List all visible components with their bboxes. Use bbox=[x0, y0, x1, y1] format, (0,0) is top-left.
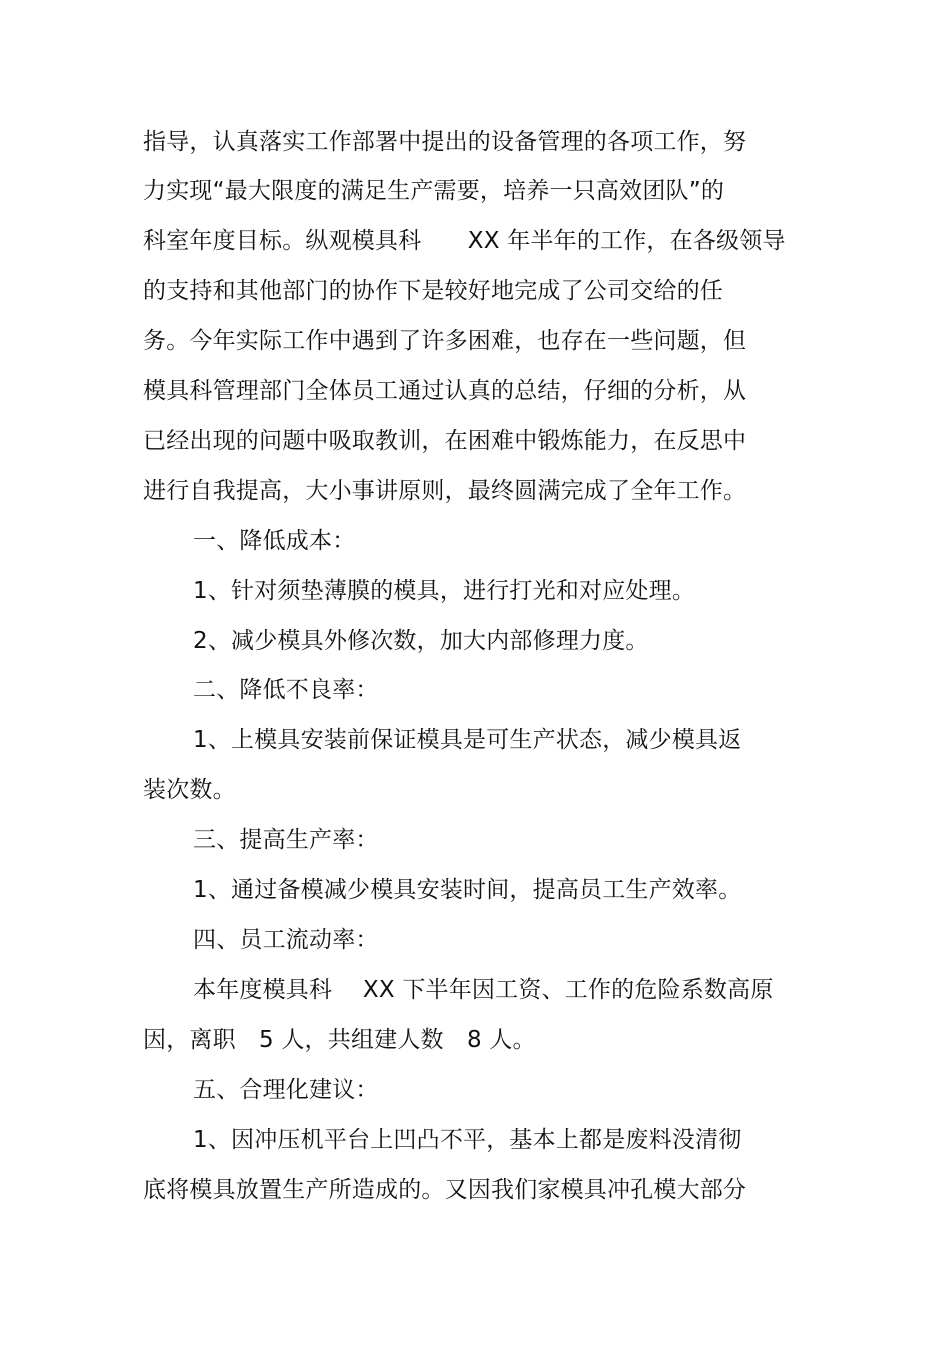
section-heading-4: 四、员工流动率： bbox=[193, 927, 379, 953]
list-item-1-2: 2、减少模具外修次数，加大内部修理力度。 bbox=[193, 628, 649, 654]
paragraph-line-6: 模具科管理部门全体员工通过认真的总结，仔细的分析，从 bbox=[143, 378, 747, 404]
list-item-3-1: 1、通过备模减少模具安装时间，提高员工生产效率。 bbox=[193, 877, 742, 903]
list-item-5-1-line-1: 1、因冲压机平台上凹凸不平，基本上都是废料没清彻 bbox=[193, 1127, 742, 1153]
section-heading-5: 五、合理化建议： bbox=[193, 1077, 379, 1103]
paragraph-line-3: 科室年度目标。纵观模具科 XX 年半年的工作，在各级领导 bbox=[143, 228, 786, 254]
section-heading-1: 一、降低成本： bbox=[193, 528, 356, 554]
section-heading-3: 三、提高生产率： bbox=[193, 827, 379, 853]
paragraph-4-line-2: 因，离职 5 人，共组建人数 8 人。 bbox=[143, 1027, 536, 1053]
list-item-5-1-line-2: 底将模具放置生产所造成的。又因我们家模具冲孔模大部分 bbox=[143, 1177, 747, 1203]
paragraph-line-1: 指导，认真落实工作部署中提出的设备管理的各项工作，努 bbox=[143, 129, 747, 155]
paragraph-line-7: 已经出现的问题中吸取教训，在困难中锻炼能力，在反思中 bbox=[143, 428, 747, 454]
paragraph-line-5: 务。今年实际工作中遇到了许多困难，也存在一些问题，但 bbox=[143, 328, 747, 354]
list-item-1-1: 1、针对须垫薄膜的模具，进行打光和对应处理。 bbox=[193, 578, 696, 604]
list-item-2-1-line-1: 1、上模具安装前保证模具是可生产状态，减少模具返 bbox=[193, 727, 742, 753]
paragraph-line-2: 力实现“最大限度的满足生产需要，培养一只高效团队”的 bbox=[143, 178, 725, 204]
list-item-2-1-line-2: 装次数。 bbox=[143, 777, 236, 803]
paragraph-line-4: 的支持和其他部门的协作下是较好地完成了公司交给的任 bbox=[143, 278, 723, 304]
paragraph-line-8: 进行自我提高，大小事讲原则，最终圆满完成了全年工作。 bbox=[143, 478, 747, 504]
paragraph-4-line-1: 本年度模具科 XX 下半年因工资、工作的危险系数高原 bbox=[193, 977, 774, 1003]
section-heading-2: 二、降低不良率： bbox=[193, 677, 379, 703]
